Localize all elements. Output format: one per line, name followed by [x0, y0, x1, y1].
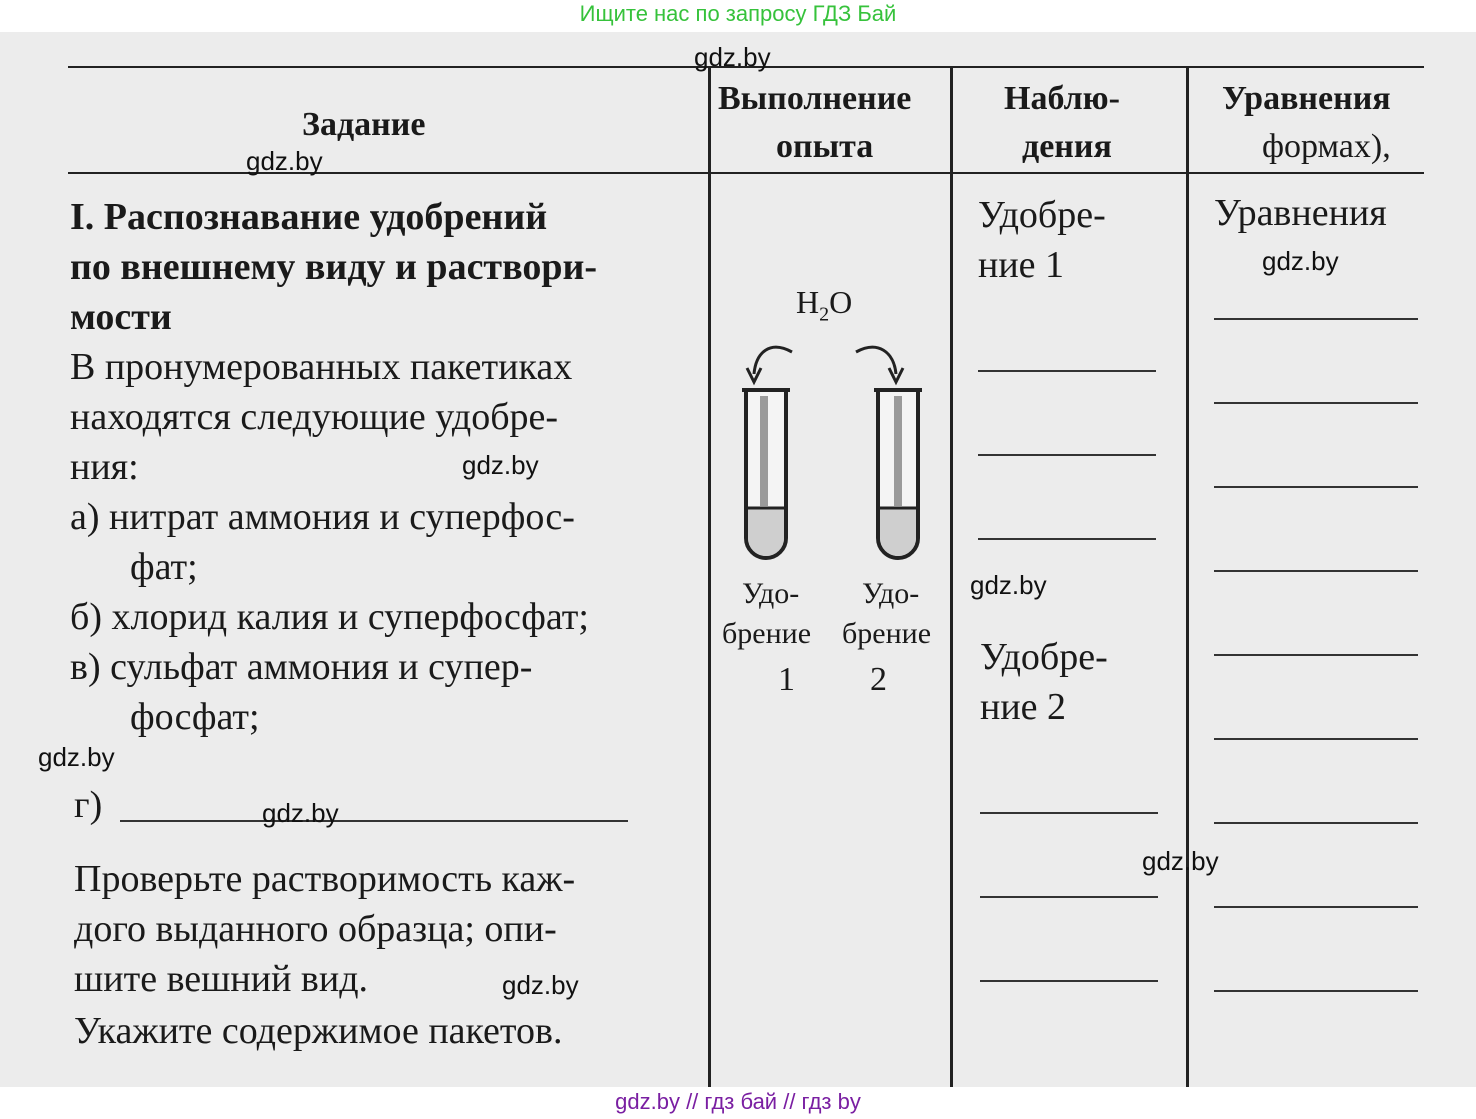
task-option-v-cont: фосфат; — [130, 696, 260, 738]
task-line-1: В пронумерованных пакетиках — [70, 346, 573, 388]
tube1-label-line2: брение — [722, 617, 812, 650]
tube1-label-line1: Удо- — [742, 577, 800, 610]
task-line-2: находятся следующие удобре- — [70, 396, 559, 438]
tube2-label-line2: брение — [842, 617, 932, 650]
option-g-blank — [120, 820, 628, 822]
header-equations-line2: формах), — [1262, 128, 1391, 165]
watermark-4: gdz.by — [462, 450, 539, 480]
watermark-7: gdz.by — [262, 798, 339, 828]
eq-blank-8 — [1214, 906, 1418, 908]
obs-blank-4 — [980, 812, 1158, 814]
eq-blank-5 — [1214, 654, 1418, 656]
eq-blank-6 — [1214, 738, 1418, 740]
instruction-line-3: шите вешний вид. — [74, 958, 369, 1000]
fertilizer-2-label-line2: ние 2 — [980, 686, 1067, 728]
header-observations-line2: дения — [1022, 128, 1112, 165]
eq-blank-9 — [1214, 990, 1418, 992]
reagent-o: O — [829, 284, 853, 320]
reagent-label — [796, 282, 852, 334]
obs-blank-1 — [978, 370, 1156, 372]
task-option-a: а) нитрат аммония и суперфос- — [70, 496, 575, 538]
eq-blank-7 — [1214, 822, 1418, 824]
reagent-subscript: 2 — [819, 303, 830, 326]
task-heading-line3: мости — [70, 296, 172, 338]
instruction-line-1: Проверьте растворимость каж- — [74, 858, 576, 900]
instruction-line-4: Укажите содержимое пакетов. — [74, 1010, 563, 1052]
obs-blank-6 — [980, 980, 1158, 982]
header-procedure-line1: Выполнение — [718, 80, 912, 117]
column-divider-3 — [1186, 66, 1189, 1087]
tube2-label-line3: 2 — [870, 661, 887, 698]
watermark-6: gdz.by — [38, 742, 115, 772]
watermark-3: gdz.by — [1262, 246, 1339, 276]
eq-blank-3 — [1214, 486, 1418, 488]
column-divider-2 — [950, 66, 953, 1087]
fertilizer-1-label-line1: Удобре- — [978, 194, 1106, 236]
obs-blank-3 — [978, 538, 1156, 540]
fertilizer-1-label-line2: ние 1 — [978, 244, 1065, 286]
task-line-3: ния: — [70, 446, 139, 488]
bottom-banner[interactable]: gdz.by // гдз бай // гдз by — [615, 1089, 861, 1114]
equations-label: Уравнения — [1214, 192, 1387, 234]
watermark-5: gdz.by — [970, 570, 1047, 600]
watermark-1: gdz.by — [694, 42, 771, 72]
eq-blank-1 — [1214, 318, 1418, 320]
test-tubes-figure — [730, 330, 940, 570]
top-banner[interactable]: Ищите нас по запросу ГДЗ Бай — [579, 1, 897, 26]
tube1-label-line3: 1 — [778, 661, 795, 698]
test-tube-2-icon — [874, 390, 922, 558]
task-option-a-cont: фат; — [130, 546, 198, 588]
task-option-b: б) хлорид калия и суперфосфат; — [70, 596, 589, 638]
obs-blank-5 — [980, 896, 1158, 898]
fertilizer-2-label-line1: Удобре- — [980, 636, 1108, 678]
watermark-2: gdz.by — [246, 146, 323, 176]
watermark-9: gdz.by — [502, 970, 579, 1000]
task-heading-line2: по внешнему виду и раствори- — [70, 246, 598, 288]
tube2-label-line1: Удо- — [862, 577, 920, 610]
header-procedure-line2: опыта — [776, 128, 874, 165]
header-task: Задание — [302, 106, 426, 143]
test-tube-1-icon — [742, 390, 790, 558]
eq-blank-2 — [1214, 402, 1418, 404]
instruction-line-2: дого выданного образца; опи- — [74, 908, 557, 950]
task-option-v: в) сульфат аммония и супер- — [70, 646, 533, 688]
header-equations-line1: Уравнения — [1222, 80, 1391, 117]
task-option-g: г) — [74, 784, 103, 826]
column-divider-1 — [708, 66, 711, 1087]
obs-blank-2 — [978, 454, 1156, 456]
reagent-h: H — [796, 284, 820, 320]
header-observations-line1: Наблю- — [1004, 80, 1120, 117]
eq-blank-4 — [1214, 570, 1418, 572]
watermark-8: gdz.by — [1142, 846, 1219, 876]
task-heading-line1: I. Распознавание удобрений — [70, 196, 548, 238]
